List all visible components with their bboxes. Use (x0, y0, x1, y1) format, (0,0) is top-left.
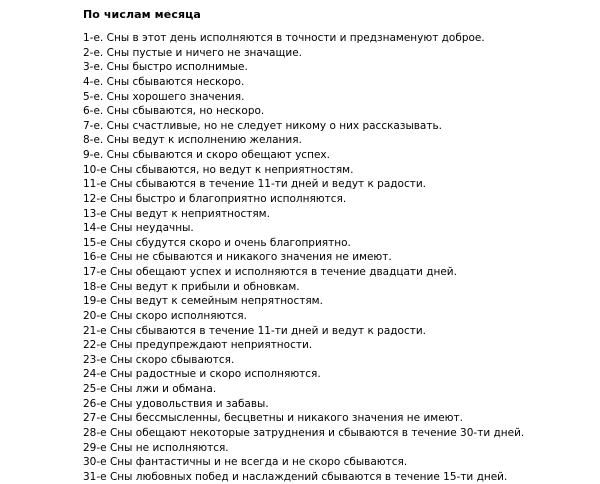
list-item (83, 163, 539, 178)
list-item (83, 90, 539, 105)
day-interpretation-text: Сны неудачны. (109, 222, 194, 235)
day-number: 20-е (83, 309, 107, 322)
day-number: 19-е (83, 295, 107, 308)
day-number: 21-е (83, 324, 107, 337)
list-item (83, 177, 539, 192)
day-number: 25-е (83, 383, 107, 395)
list-item (83, 60, 539, 75)
day-interpretation-text: Сны любовных побед и наслаждений сбываются в течение 15-ти дней. (109, 470, 508, 483)
list-item (83, 119, 539, 134)
day-interpretation-text: Сны скоро сбываются. (109, 353, 235, 366)
day-number: 22-е (83, 339, 107, 352)
day-number: 5-е. (83, 90, 104, 103)
day-interpretation-text: Сны сбываются, но ведут к неприятностям. (109, 163, 354, 176)
day-interpretation-text: Сны счастливые, но не следует никому о них рассказывать. (106, 119, 443, 132)
list-item (83, 367, 539, 382)
day-interpretation-text: Сны в этот день исполняются в точности и предзнаменуют доброе. (106, 32, 485, 44)
day-interpretation-text: Сны обещают успех и исполняются в течение двадцати дней. (109, 266, 457, 278)
day-interpretation-text: Сны пустые и ничего не значащие. (106, 46, 302, 59)
list-item (83, 280, 539, 295)
day-number: 10-е (83, 163, 107, 176)
day-number: 7-е. (83, 119, 104, 132)
list-item (83, 265, 539, 280)
day-number: 17-е (83, 266, 107, 278)
day-interpretation-text: Сны фантастичны и не всегда и не скоро сбываются. (109, 456, 408, 469)
day-number: 6-е. (83, 105, 104, 118)
list-item (83, 309, 539, 324)
day-number: 3-е. (83, 61, 104, 74)
list-item (83, 221, 539, 236)
day-number: 9-е. (83, 149, 104, 161)
day-number: 11-е (83, 178, 107, 191)
page-title: По числам месяца (83, 8, 201, 22)
day-number: 26-е (83, 397, 107, 410)
list-item (83, 104, 539, 119)
day-interpretation-text: Сны бессмысленны, бесцветны и никакого значения не имеют. (109, 412, 463, 425)
list-item (83, 148, 539, 163)
day-interpretation-text: Сны предупреждают неприятности. (109, 339, 313, 352)
day-number: 23-е (83, 353, 107, 366)
day-interpretation-text: Сны сбываются в течение 11-ти дней и ведут к радости. (109, 324, 427, 337)
list-item (83, 382, 539, 397)
list-item (83, 441, 539, 456)
day-interpretation-text: Сны обещают некоторые затруднения и сбываются в течение 30-ти дней. (109, 426, 525, 439)
day-number: 24-е (83, 368, 107, 381)
list-item (83, 75, 539, 90)
day-interpretation-text: Сны сбываются в течение 11-ти дней и ведут к радости. (109, 178, 427, 191)
day-interpretation-text: Сны скоро исполняются. (109, 309, 247, 322)
day-number: 27-е (83, 412, 107, 425)
day-interpretation-text: Сны быстро исполнимые. (106, 61, 248, 74)
day-number: 1-е. (83, 32, 104, 44)
day-number: 16-е (83, 251, 107, 264)
list-item (83, 236, 539, 251)
day-interpretation-text: Сны хорошего значения. (106, 90, 245, 103)
day-interpretation-text: Сны ведут к исполнению желания. (106, 134, 302, 147)
day-interpretation-text: Сны ведут к семейным непрятностям. (109, 295, 323, 308)
day-interpretation-text: Сны ведут к неприятностям. (109, 207, 270, 220)
list-item (83, 397, 539, 412)
day-interpretation-text: Сны радостные и скоро исполняются. (109, 368, 321, 381)
day-interpretation-text: Сны сбываются и скоро обещают успех. (106, 149, 330, 161)
list-item (83, 46, 539, 61)
list-item (83, 470, 539, 484)
day-number: 12-е (83, 192, 107, 205)
day-interpretation-text: Сны не сбываются и никакого значения не имеют. (109, 251, 392, 264)
day-interpretation-text: Сны не исполняются. (109, 441, 229, 454)
list-item (83, 411, 539, 426)
day-number: 29-е (83, 441, 107, 454)
day-number: 15-е (83, 236, 107, 249)
day-interpretation-text: Сны ведут к прибыли и обновкам. (109, 280, 300, 293)
day-interpretation-text: Сны удовольствия и забавы. (109, 397, 269, 410)
day-number: 14-е (83, 222, 107, 235)
day-number: 2-е. (83, 46, 104, 59)
list-item (83, 207, 539, 222)
list-item (83, 31, 539, 46)
day-number: 31-е (83, 470, 107, 483)
day-number: 28-е (83, 426, 107, 439)
day-interpretation-text: Сны быстро и благоприятно исполняются. (109, 192, 347, 205)
list-item (83, 455, 539, 470)
day-interpretation-list (83, 31, 539, 484)
day-interpretation-text: Сны сбудутся скоро и очень благоприятно. (109, 236, 351, 249)
list-item (83, 353, 539, 368)
day-number: 30-е (83, 456, 107, 469)
day-number: 8-е. (83, 134, 104, 147)
day-number: 18-е (83, 280, 107, 293)
list-item (83, 294, 539, 309)
day-interpretation-text: Сны лжи и обмана. (109, 383, 217, 395)
list-item (83, 133, 539, 148)
day-number: 13-е (83, 207, 107, 220)
list-item (83, 338, 539, 353)
day-interpretation-text: Сны сбываются нескоро. (106, 75, 245, 88)
day-interpretation-text: Сны сбываются, но нескоро. (106, 105, 265, 118)
list-item (83, 192, 539, 207)
list-item (83, 324, 539, 339)
list-item (83, 426, 539, 441)
day-number: 4-е. (83, 75, 104, 88)
list-item (83, 250, 539, 265)
